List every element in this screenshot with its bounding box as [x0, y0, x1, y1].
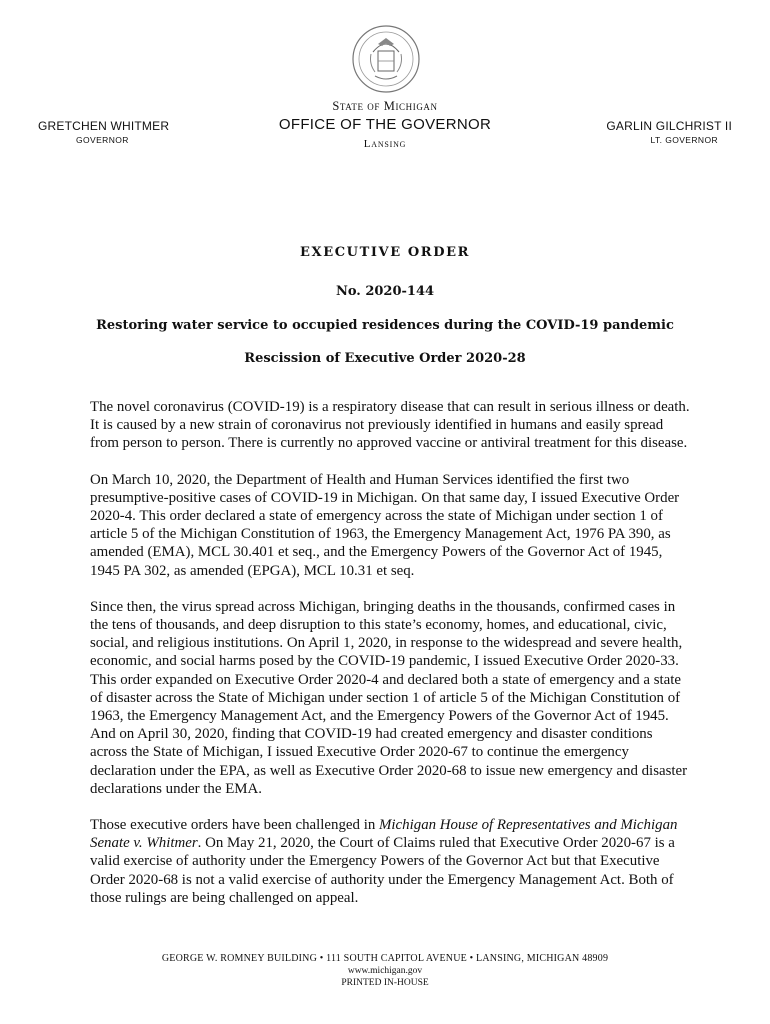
footer-website: www.michigan.gov	[347, 966, 423, 976]
governor-title: GOVERNOR	[76, 135, 129, 145]
order-subject: Restoring water service to occupied residences during the COVID-19 pandemic	[96, 318, 674, 333]
office-name: OFFICE OF THE GOVERNOR	[278, 116, 492, 133]
lt-governor-title: LT. GOVERNOR	[650, 135, 718, 145]
state-seal-icon	[351, 24, 421, 94]
body-paragraph-1: The novel coronavirus (COVID-19) is a respiratory disease that can result in serious illness or death. It is caused by a new strain of coronavirus not previously identified in humans and easily spread from person to person. There is currently no approved vaccine or antiviral treatment for this disease.	[90, 399, 690, 452]
body-paragraph-2: On March 10, 2020, the Department of Health and Human Services identified the first two presumptive-positive cases of COVID-19 in Michigan. On that same day, I issued Executive Order 2020-4. This order declared a state of emergency across the state of Michigan under section 1 of article 5 of the Michigan Constitution of 1963, the Emergency Management Act, 1976 PA 390, as amended (EMA), MCL 30.401 et seq., and the Emergency Powers of the Governor Act of 1945, 1945 PA 302, as amended (EPGA), MCL 10.31 et seq.	[90, 471, 680, 579]
footer-address: GEORGE W. ROMNEY BUILDING • 111 SOUTH CAPITOL AVENUE • LANSING, MICHIGAN 48909	[161, 953, 609, 964]
order-body	[90, 398, 690, 925]
office-city: Lansing	[363, 138, 407, 150]
order-heading: EXECUTIVE ORDER	[300, 245, 470, 260]
case-name: Michigan House of Representatives and Michigan Senate v. Whitmer	[90, 817, 678, 852]
order-number: No. 2020-144	[335, 284, 435, 299]
body-paragraph-3: Since then, the virus spread across Michigan, bringing deaths in the thousands, confirmed cases in the tens of thousands, and deep disruption to this state’s economy, homes, and educational, civic, social, and religious institutions. On April 1, 2020, in response to the widespread and severe health, economic, and social harms posed by the COVID-19 pandemic, I issued Executive Order 2020-33. This order expanded on Executive Order 2020-4 and declared both a state of emergency and a state of disaster across the State of Michigan under section 1 of article 5 of the Michigan Constitution of 1963, the Emergency Management Act, and the Emergency Powers of the Governor Act of 1945. And on April 30, 2020, finding that COVID-19 had created emergency and disaster conditions across the State of Michigan, I issued Executive Order 2020-67 to continue the emergency declaration under the EPA, as well as Executive Order 2020-68 to issue new emergency and disaster declarations under the EMA.	[90, 598, 688, 797]
body-paragraph-4	[90, 816, 690, 907]
footer-printed: PRINTED IN-HOUSE	[341, 978, 429, 988]
governor-name: GRETCHEN WHITMER	[38, 119, 170, 133]
order-rescission: Rescission of Executive Order 2020-28	[244, 351, 526, 366]
paragraph-4-lead: Those executive orders have been challenged in	[90, 817, 380, 834]
state-name: State of Michigan	[332, 99, 438, 113]
paragraph-4-rest: . On May 21, 2020, the Court of Claims ruled that Executive Order 2020-67 is a valid exercise of authority under the Emergency Powers of the Governor Act but that Executive Order 2020-68 is not a valid exercise of authority under the Emergency Management Act. Both of those rulings are being challenged on appeal.	[90, 835, 675, 906]
lt-governor-name: GARLIN GILCHRIST II	[606, 119, 732, 133]
